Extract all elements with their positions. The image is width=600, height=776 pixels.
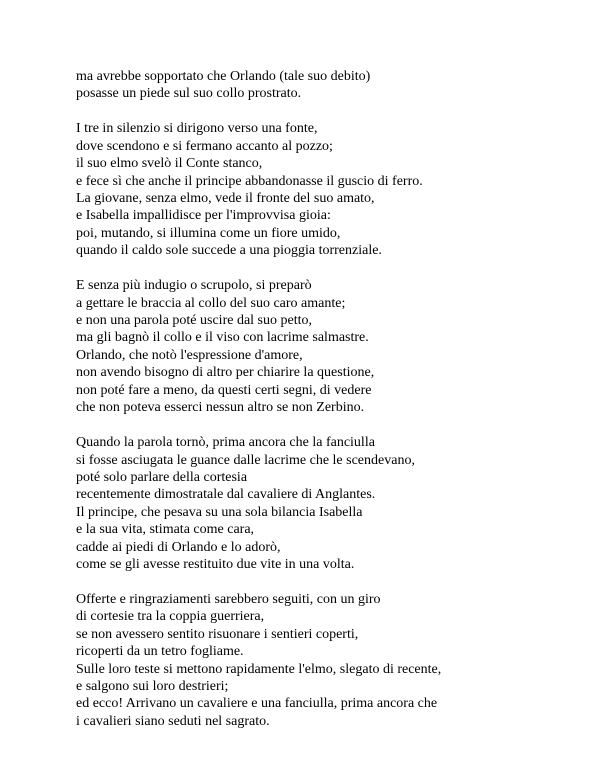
verse-line: posasse un piede sul suo collo prostrato. — [76, 86, 302, 102]
stanza — [76, 68, 576, 103]
verse-line: i cavalieri siano seduti nel sagrato. — [76, 713, 270, 729]
verse-line: dove scendono e si fermano accanto al pozzo; — [76, 138, 333, 154]
verse-line: e la sua vita, stimata come cara, — [76, 522, 255, 538]
verse-line: e fece sì che anche il principe abbandonasse il guscio di ferro. — [76, 173, 423, 189]
verse-line: ma gli bagnò il collo e il viso con lacrime salmastre. — [76, 330, 369, 346]
verse-line: Offerte e ringraziamenti sarebbero seguiti, con un giro — [76, 591, 381, 607]
verse-line: ma avrebbe sopportato che Orlando (tale suo debito) — [76, 69, 371, 84]
verse-line: E senza più indugio o scrupolo, si preparò — [76, 278, 312, 294]
verse-line: recentemente dimostratale dal cavaliere di Anglantes. — [76, 487, 376, 503]
verse-line: Il principe, che pesava su una sola bilancia Isabella — [76, 504, 363, 520]
stanza — [76, 434, 576, 573]
verse-line: e Isabella impallidisce per l'improvvisa gioia: — [76, 208, 331, 224]
verse-line: cadde ai piedi di Orlando e lo adorò, — [76, 539, 281, 555]
verse-line: poté solo parlare della cortesia — [76, 469, 248, 485]
stanza — [76, 120, 576, 259]
stanza — [76, 277, 576, 416]
poem-text — [76, 68, 576, 748]
verse-line: Orlando, che notò l'espressione d'amore, — [76, 347, 303, 363]
verse-line: si fosse asciugata le guance dalle lacrime che le scendevano, — [76, 452, 415, 468]
verse-line: non poté fare a meno, da questi certi segni, di vedere — [76, 382, 372, 398]
verse-line: La giovane, senza elmo, vede il fronte del suo amato, — [76, 191, 375, 207]
verse-line: e salgono sui loro destrieri; — [76, 678, 229, 694]
verse-line: ed ecco! Arrivano un cavaliere e una fanciulla, prima ancora che — [76, 696, 438, 712]
verse-line: ricoperti da un tetro fogliame. — [76, 644, 244, 660]
verse-line: di cortesie tra la coppia guerriera, — [76, 609, 265, 625]
verse-line: poi, mutando, si illumina come un fiore umido, — [76, 225, 341, 241]
stanza — [76, 591, 576, 730]
verse-line: quando il caldo sole succede a una pioggia torrenziale. — [76, 243, 382, 259]
verse-line: che non poteva esserci nessun altro se non Zerbino. — [76, 400, 365, 416]
verse-line: se non avessero sentito risuonare i sentieri coperti, — [76, 626, 359, 642]
verse-line: non avendo bisogno di altro per chiarire la questione, — [76, 365, 375, 381]
verse-line: come se gli avesse restituito due vite in una volta. — [76, 556, 355, 572]
verse-line: Quando la parola tornò, prima ancora che la fanciulla — [76, 435, 375, 451]
verse-line: a gettare le braccia al collo del suo caro amante; — [76, 295, 346, 311]
verse-line: Sulle loro teste si mettono rapidamente l'elmo, slegato di recente, — [76, 661, 442, 677]
verse-line: il suo elmo svelò il Conte stanco, — [76, 156, 263, 172]
verse-line: I tre in silenzio si dirigono verso una fonte, — [76, 121, 318, 137]
verse-line: e non una parola poté uscire dal suo petto, — [76, 313, 312, 329]
